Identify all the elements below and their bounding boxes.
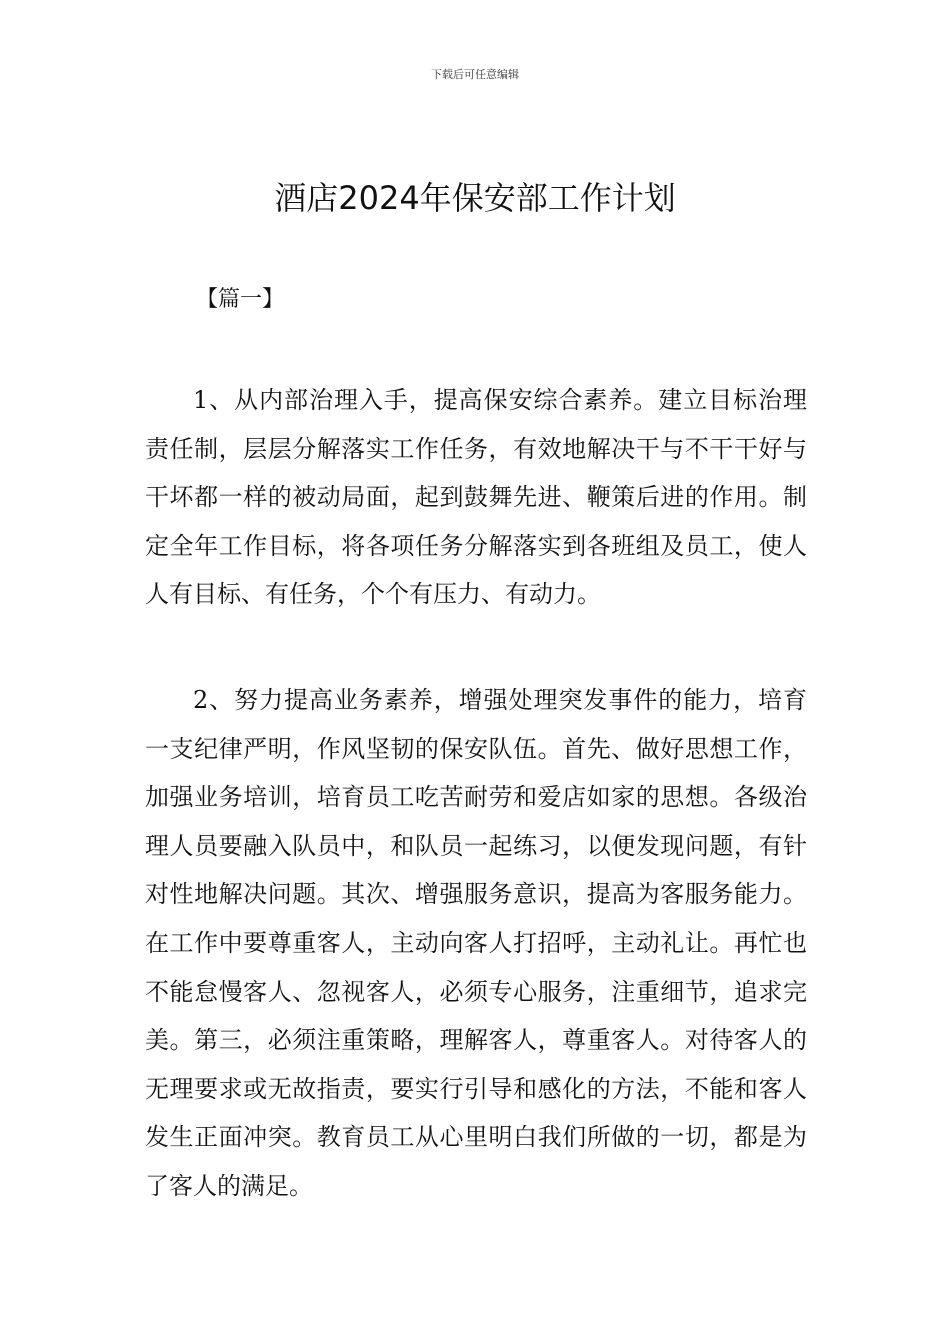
paragraph-2: 2、努力提高业务素养，增强处理突发事件的能力，培育一支纪律严明，作风坚韧的保安队伍。首先、做好思想工作，加强业务培训，培育员工吃苦耐劳和爱店如家的思想。各级治理人员要融入队员中，和队员一起练习，以便发现问题，有针对性地解决问题。其次、增强服务意识，提高为客服务能力。在工作中要尊重客人，主动向客人打招呼，主动礼让。再忙也不能怠慢客人、忽视客人，必须专心服务，注重细节，追求完美。第三，必须注重策略，理解客人，尊重客人。对待客人的无理要求或无故指责，要实行引导和感化的方法，不能和客人发生正面冲突。教育员工从心里明白我们所做的一切，都是为了客人的满足。 — [145, 686, 807, 1200]
section-label: 【篇一】 — [196, 287, 285, 312]
document-title: 酒店2024年保安部工作计划 — [274, 179, 676, 217]
paragraph-1: 1、从内部治理入手，提高保安综合素养。建立目标治理责任制，层层分解落实工作任务，有效地解决干与不干干好与干坏都一样的被动局面，起到鼓舞先进、鞭策后进的作用。制定全年工作目标，将各项任务分解落实到各班组及员工，使人人有目标、有任务，个个有压力、有动力。 — [145, 386, 807, 609]
header-note: 下载后可任意编辑 — [431, 68, 519, 81]
